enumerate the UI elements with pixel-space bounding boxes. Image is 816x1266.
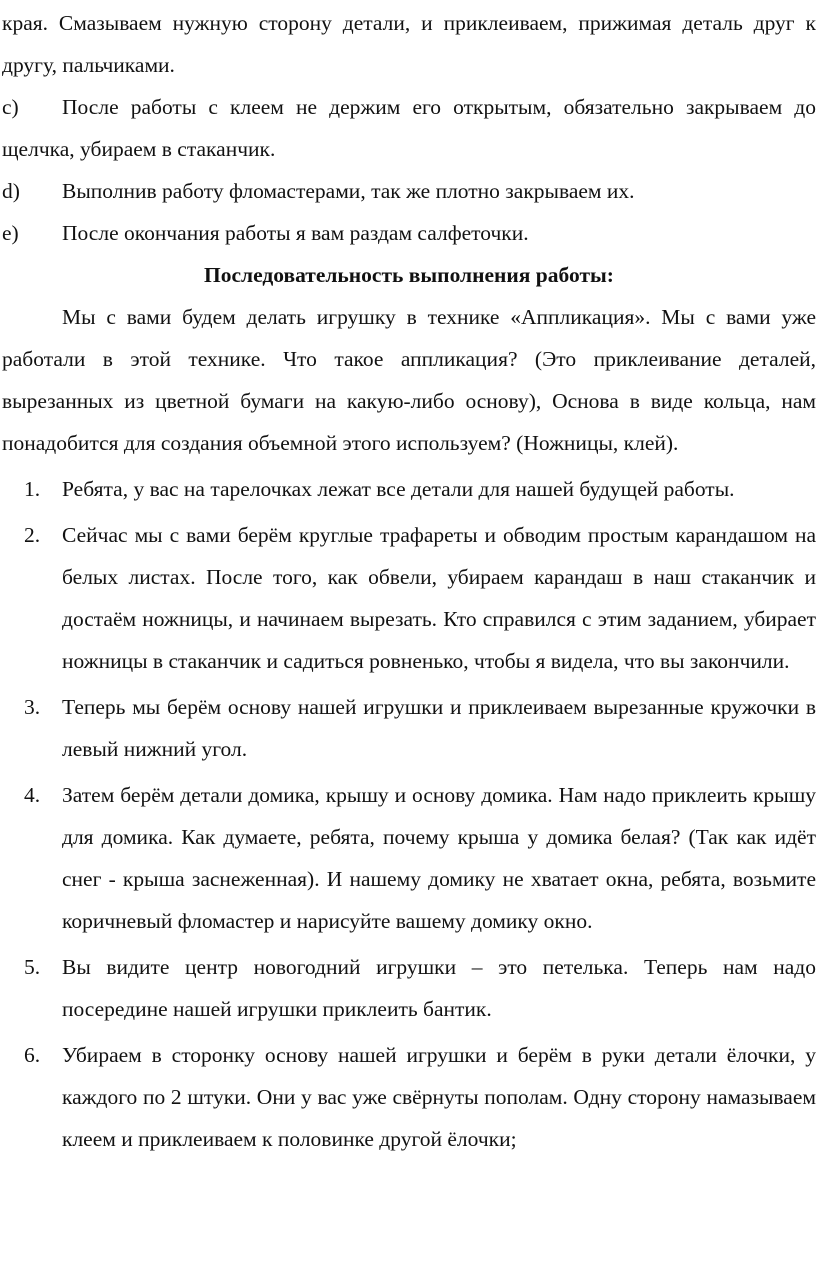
section-heading: Последовательность выполнения работы: [204, 263, 614, 287]
step-number: 1. [24, 477, 41, 501]
intro-paragraph: Мы с вами будем делать игрушку в технике «Аппликация». Мы с вами уже работали в этой технике. Что такое аппликация? (Это приклеивание деталей, вырезанных из цветной бумаги на какую-либо основу), Основа в виде кольца, нам понадобится для создания объемной этого используем? (Ножницы, клей). [2, 305, 816, 455]
step-number: 4. [24, 783, 41, 807]
step-text: Сейчас мы с вами берём круглые трафареты и обводим простым карандашом на белых листах. После того, как обвели, убираем карандаш в наш стаканчик и достаём ножницы, и начинаем вырезать. Кто справился с этим заданием, убирает ножницы в стаканчик и садиться ровненько, чтобы я видела, что вы закончили. [62, 523, 816, 673]
step-item [2, 686, 816, 770]
step-number: 3. [24, 695, 41, 719]
list-item-marker: c) [2, 95, 19, 119]
step-item [2, 468, 816, 510]
step-text: Вы видите центр новогодний игрушки – это петелька. Теперь нам надо посередине нашей игрушки приклеить бантик. [62, 955, 816, 1021]
list-item [2, 170, 816, 212]
list-item-text: Выполнив работу фломастерами, так же плотно закрываем их. [62, 179, 635, 203]
list-item-marker: e) [2, 221, 19, 245]
lettered-list [2, 86, 816, 254]
step-item [2, 946, 816, 1030]
step-item [2, 514, 816, 682]
list-item-text: После работы с клеем не держим его открытым, обязательно закрываем до щелчка, убираем в стаканчик. [2, 95, 816, 161]
steps-list [2, 468, 816, 1160]
list-item [2, 86, 816, 170]
list-item [2, 212, 816, 254]
intro-continuation: края. Смазываем нужную сторону детали, и приклеиваем, прижимая деталь друг к другу, пальчиками. [2, 11, 816, 77]
list-item-marker: d) [2, 179, 20, 203]
step-text: Убираем в сторонку основу нашей игрушки и берём в руки детали ёлочки, у каждого по 2 штуки. Они у вас уже свёрнуты пополам. Одну сторону намазываем клеем и приклеиваем к половинке другой ёлочки; [62, 1043, 816, 1151]
step-item [2, 774, 816, 942]
step-text: Затем берём детали домика, крышу и основу домика. Нам надо приклеить крышу для домика. Как думаете, ребята, почему крыша у домика белая? (Так как идёт снег - крыша заснеженная). И нашему домику не хватает окна, ребята, возьмите коричневый фломастер и нарисуйте вашему домику окно. [62, 783, 816, 933]
step-text: Ребята, у вас на тарелочках лежат все детали для нашей будущей работы. [62, 477, 735, 501]
step-number: 5. [24, 955, 41, 979]
step-number: 2. [24, 523, 41, 547]
list-item-text: После окончания работы я вам раздам салфеточки. [62, 221, 529, 245]
step-text: Теперь мы берём основу нашей игрушки и приклеиваем вырезанные кружочки в левый нижний угол. [62, 695, 816, 761]
step-number: 6. [24, 1043, 41, 1067]
step-item [2, 1034, 816, 1160]
